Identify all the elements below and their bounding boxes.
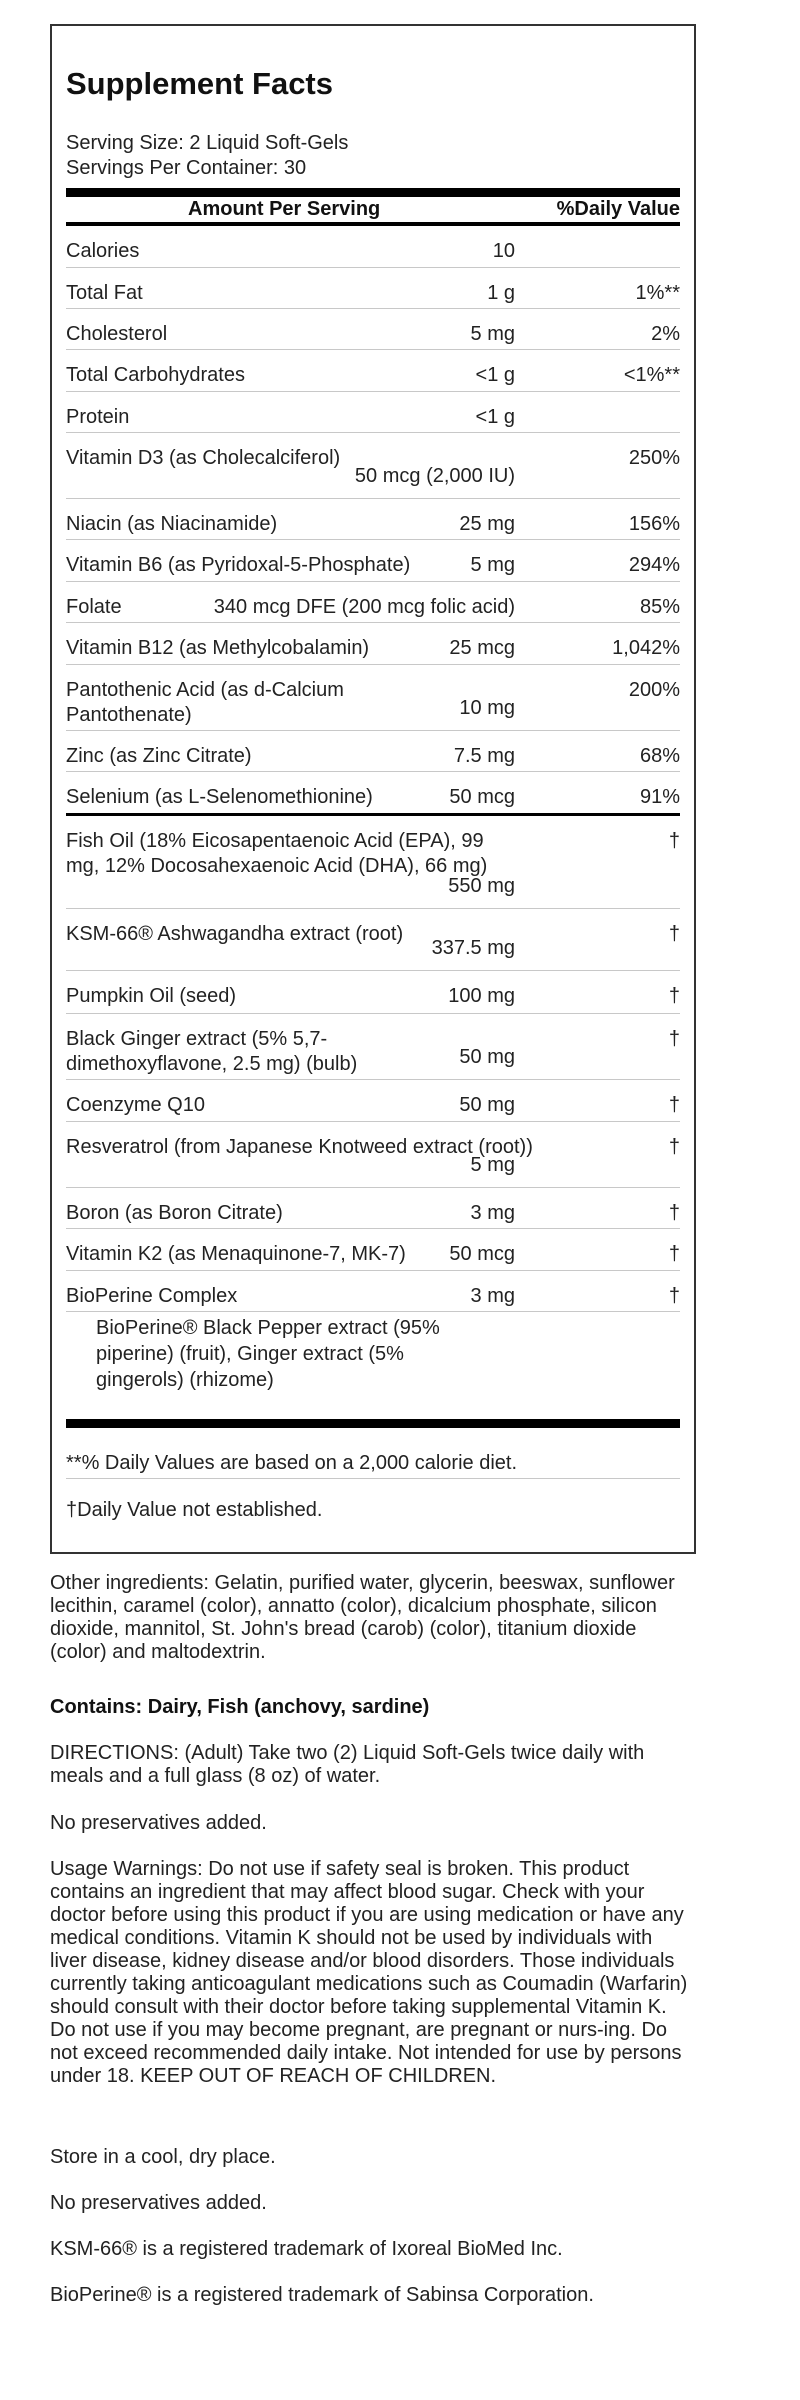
amount-per-serving-header: Amount Per Serving (188, 198, 381, 220)
nutrient-dv: † (668, 1285, 680, 1307)
nutrient-row (66, 909, 680, 971)
nutrient-amount: 5 mg (470, 554, 515, 576)
nutrient-dv: 294% (628, 554, 680, 576)
bioperine-trademark-note: BioPerine® is a registered trademark of Sabinsa Corporation. (50, 2284, 594, 2306)
nutrient-row (66, 582, 680, 623)
facts-title: Supplement Facts (66, 66, 333, 101)
nutrient-row (66, 540, 680, 582)
servings-per-container: Servings Per Container: 30 (66, 157, 307, 179)
nutrient-name: Niacin (as Niacinamide) (66, 513, 278, 535)
nutrient-name: Cholesterol (66, 323, 168, 345)
nutrient-row (66, 1080, 680, 1122)
nutrient-row (66, 772, 680, 813)
nutrient-row (66, 309, 680, 350)
nutrient-row (66, 1271, 680, 1312)
nutrient-row (66, 350, 680, 392)
nutrient-amount: 5 mg (470, 323, 515, 345)
nutrient-dv: 68% (639, 745, 680, 767)
nutrient-name: Boron (as Boron Citrate) (66, 1202, 283, 1224)
nutrient-dv: <1%** (623, 364, 680, 386)
nutrient-name: Fish Oil (18% Eicosapentaenoic Acid (EPA), 99 mg, 12% Docosahexaenoic Acid (DHA), 66 mg) (66, 830, 488, 877)
nutrient-amount: 100 mg (448, 985, 515, 1007)
usage-warnings: Usage Warnings: Do not use if safety seal is broken. This product contains an ingredient that may affect blood sugar. Check with your doctor before using this product if you are using medication or have any medical conditions. Vitamin K should not be used by individuals with liver disease, kidney disease and/or blood disorders. Those individuals currently taking anticoagulant medications such as Coumadin (Warfarin) should consult with their doctor before taking supplemental Vitamin K. Do not use if you may become pregnant, are pregnant or nurs-ing. Do not exceed recommended daily intake. Not intended for use by persons under 18. KEEP OUT OF REACH OF CHILDREN. (50, 1858, 688, 2087)
ksm-trademark-note: KSM-66® is a registered trademark of Ixoreal BioMed Inc. (50, 2238, 563, 2260)
nutrient-name: Black Ginger extract (5% 5,7-dimethoxyflavone, 2.5 mg) (bulb) (66, 1028, 358, 1075)
nutrient-name: Vitamin B12 (as Methylcobalamin) (66, 637, 370, 659)
nutrient-amount: 550 mg (448, 875, 515, 897)
nutrient-dv: 1,042% (612, 637, 680, 659)
nutrient-row (66, 268, 680, 309)
nutrient-row (66, 1188, 680, 1229)
nutrient-amount: 50 mcg (449, 1243, 515, 1265)
no-preservatives-note: No preservatives added. (50, 1812, 267, 1834)
nutrient-amount: <1 g (475, 406, 515, 428)
nutrient-row (66, 731, 680, 772)
nutrient-row (66, 392, 680, 433)
nutrient-amount: 10 (492, 240, 515, 262)
nutrient-name: Calories (66, 240, 140, 262)
nutrient-name: Vitamin K2 (as Menaquinone-7, MK-7) (66, 1243, 406, 1265)
storage-instructions: Store in a cool, dry place. (50, 2146, 276, 2168)
nutrient-name: KSM-66® Ashwagandha extract (root) (66, 923, 404, 945)
nutrient-dv: 250% (628, 447, 680, 469)
nutrient-dv: † (668, 1202, 680, 1224)
nutrient-amount: 3 mg (470, 1285, 515, 1307)
nutrient-name: Vitamin B6 (as Pyridoxal-5-Phosphate) (66, 554, 411, 576)
nutrient-name: BioPerine Complex (66, 1285, 238, 1307)
nutrient-dv: 200% (628, 679, 680, 701)
allergen-statement: Contains: Dairy, Fish (anchovy, sardine) (50, 1696, 430, 1718)
nutrient-amount: 3 mg (470, 1202, 515, 1224)
serving-size: Serving Size: 2 Liquid Soft-Gels (66, 132, 349, 154)
no-preservatives-note: No preservatives added. (50, 2192, 267, 2214)
nutrient-row (66, 226, 680, 268)
nutrient-amount: 10 mg (459, 697, 515, 719)
nutrient-dv: 2% (651, 323, 680, 345)
dagger-footnote: †Daily Value not established. (66, 1499, 323, 1521)
daily-value-footnote: **% Daily Values are based on a 2,000 calorie diet. (66, 1452, 518, 1474)
directions: DIRECTIONS: (Adult) Take two (2) Liquid Soft-Gels twice daily with meals and a full glass (8 oz) of water. (50, 1742, 645, 1787)
nutrient-name: Folate (66, 596, 122, 618)
bioperine-complex-description: BioPerine® Black Pepper extract (95% piperine) (fruit), Ginger extract (5% gingerols) (rhizome) (96, 1317, 440, 1391)
nutrient-row (66, 1122, 680, 1188)
nutrient-name: Total Carbohydrates (66, 364, 245, 386)
nutrient-amount: 7.5 mg (453, 745, 515, 767)
nutrient-amount: 50 mcg (449, 786, 515, 808)
nutrient-amount: 50 mg (459, 1046, 515, 1068)
nutrient-name: Resveratrol (from Japanese Knotweed extract (root)) (66, 1136, 533, 1158)
thick-divider (66, 1419, 680, 1428)
nutrient-dv: † (668, 1028, 680, 1050)
nutrient-name: Zinc (as Zinc Citrate) (66, 745, 252, 767)
nutrient-amount: 1 g (487, 282, 515, 304)
nutrient-dv: † (668, 985, 680, 1007)
thick-divider (66, 188, 680, 197)
nutrient-amount: 337.5 mg (431, 937, 515, 959)
footnote-divider (66, 1478, 680, 1479)
nutrient-name: Vitamin D3 (as Cholecalciferol) (66, 447, 341, 469)
nutrient-amount: 50 mcg (2,000 IU) (354, 465, 515, 487)
nutrient-amount: 25 mg (459, 513, 515, 535)
nutrient-row (66, 971, 680, 1014)
nutrient-dv: † (668, 1136, 680, 1158)
nutrient-dv: † (668, 830, 680, 852)
other-ingredients: Other ingredients: Gelatin, purified water, glycerin, beeswax, sunflower lecithin, caramel (color), annatto (color), dicalcium phosphate, silicon dioxide, mannitol, St. John's bread (carob) (color), titanium dioxide (color) and maltodextrin. (50, 1572, 675, 1663)
nutrient-dv: † (668, 923, 680, 945)
nutrient-amount: 5 mg (470, 1154, 515, 1176)
nutrient-name: Total Fat (66, 282, 143, 304)
nutrient-row (66, 623, 680, 665)
nutrient-row (66, 499, 680, 540)
nutrient-row (66, 665, 680, 731)
nutrient-dv: 91% (639, 786, 680, 808)
daily-value-header: %Daily Value (556, 198, 680, 220)
nutrient-dv: 85% (639, 596, 680, 618)
nutrient-name: Selenium (as L-Selenomethionine) (66, 786, 373, 808)
nutrient-dv: † (668, 1094, 680, 1116)
nutrient-name: Pantothenic Acid (as d-Calcium Pantothenate) (66, 679, 344, 726)
nutrient-amount: 25 mcg (449, 637, 515, 659)
nutrient-row (66, 816, 680, 909)
nutrient-row (66, 1229, 680, 1271)
nutrient-name: Pumpkin Oil (seed) (66, 985, 237, 1007)
nutrient-row (66, 433, 680, 499)
nutrient-amount: 50 mg (459, 1094, 515, 1116)
nutrient-name: Coenzyme Q10 (66, 1094, 205, 1116)
nutrient-dv: † (668, 1243, 680, 1265)
nutrient-dv: 1%** (635, 282, 680, 304)
nutrient-dv: 156% (628, 513, 680, 535)
nutrient-amount: 340 mcg DFE (200 mcg folic acid) (213, 596, 515, 618)
nutrient-amount: <1 g (475, 364, 515, 386)
nutrient-name: Protein (66, 406, 130, 428)
nutrient-row (66, 1014, 680, 1080)
